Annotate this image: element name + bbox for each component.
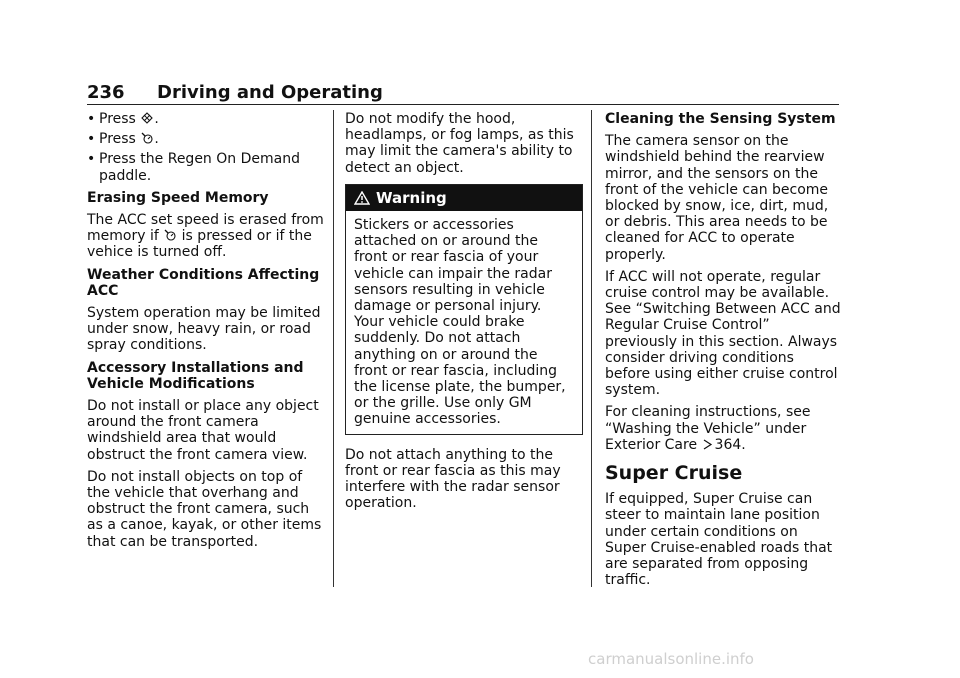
accessory-heading: Accessory Installations and Vehicle Modifications [87,359,304,392]
column-divider [333,110,334,587]
super-cruise-title: Super Cruise [605,462,743,485]
list-item: • Press . [87,131,159,148]
accessory-text-2: Do not install objects on top of the vehicle that overhang and obstruct the front camera, such as a canoe, kayak, or other items that can be transported. [87,468,322,550]
warning-label: Warning [376,188,447,207]
list-item: • Press . [87,111,159,127]
cruise-on-off-icon [164,229,176,241]
cruise-on-off-icon [141,132,153,144]
page-header [87,80,839,105]
column-3 [605,111,843,594]
weather-text: System operation may be limited under snow, heavy rain, or road spray conditions. [87,305,321,354]
cleaning-heading: Cleaning the Sensing System [605,111,836,127]
list-item: • Press the Regen On Demand paddle. [87,151,300,184]
modify-text: Do not modify the hood, headlamps, or fog lamps, as this may limit the camera's ability to detect an object. [345,111,574,176]
fascia-text: Do not attach anything to the front or rear fascia as this may interfere with the radar sensor operation. [345,446,561,512]
cleaning-text-3: For cleaning instructions, see “Washing the Vehicle” under Exterior Care 364. [605,404,811,453]
page-reference-icon [702,439,713,450]
bullet-list [87,111,327,184]
warning-box [345,184,583,435]
cruise-cancel-icon [141,112,153,124]
warning-triangle-icon [354,191,370,205]
cleaning-text-1: The camera sensor on the windshield behind the rearview mirror, and the sensors on the front of the vehicle can become blocked by snow, ice, dirt, mud, or debris. This area needs to be cleaned for ACC to operate properly. [605,133,829,263]
column-1 [87,111,327,556]
weather-heading: Weather Conditions Affecting ACC [87,266,320,299]
column-2 [345,111,583,517]
bullet-icon: • [87,111,96,127]
column-divider [591,110,592,587]
accessory-text-1: Do not install or place any object around the front camera windshield area that would obstruct the front camera view. [87,398,319,463]
warning-text: Stickers or accessories attached on or around the front or rear fascia of your vehicle can impair the radar sensors resulting in vehicle damage or personal injury. Your vehicle could brake suddenly. Do not attach anything on or around the front or rear fascia, including the license plate, the bumper, or the grille. Use only GM genuine accessories. [354,217,566,428]
cleaning-text-2: If ACC will not operate, regular cruise control may be available. See “Switching Between ACC and Regular Cruise Control” previously in this section. Always consider driving conditions before using either cruise control system. [605,268,841,399]
page-title: Driving and Operating [157,82,383,103]
page-number: 236 [87,82,125,103]
watermark: carmanualsonline.info [588,650,754,668]
page-reference[interactable]: 364. [714,436,746,453]
bullet-icon: • [87,131,96,148]
erasing-heading: Erasing Speed Memory [87,189,269,206]
bullet-icon: • [87,151,96,168]
warning-header [346,185,582,211]
super-cruise-text: If equipped, Super Cruise can steer to maintain lane position under certain conditions on Super Cruise-enabled roads that are separated from opposing traffic. [605,491,833,589]
erasing-text: The ACC set speed is erased from memory if is pressed or if the vehice is turned off. [87,212,324,261]
